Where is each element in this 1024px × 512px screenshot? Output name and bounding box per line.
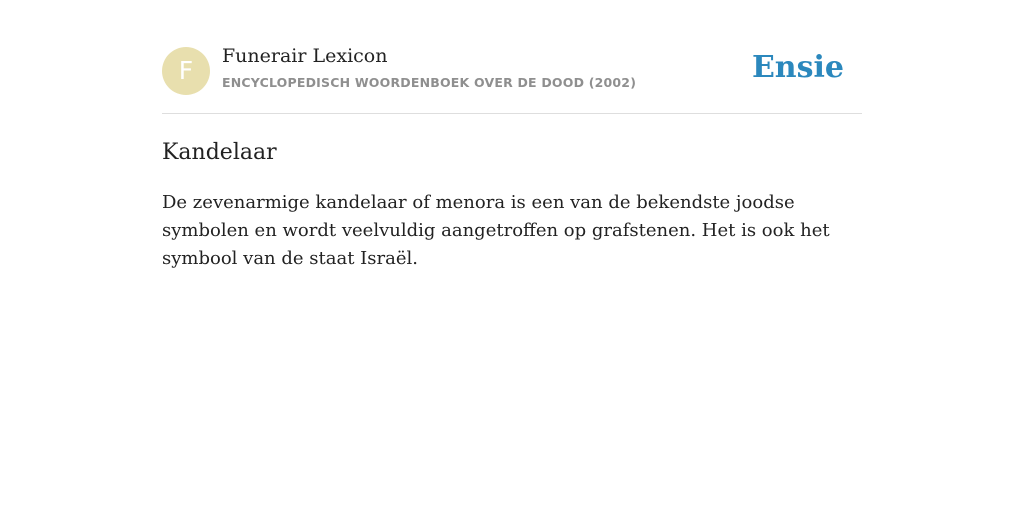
source-title[interactable]: Funerair Lexicon	[222, 45, 388, 67]
source-subtitle: ENCYCLOPEDISCH WOORDENBOEK OVER DE DOOD (2002)	[222, 75, 637, 90]
term-definition: De zevenarmige kandelaar of menora is een van de bekendste joodse symbolen en wordt veelvuldig aangetroffen op grafstenen. Het is ook het symbool van de staat Israël.	[162, 192, 830, 269]
content-container	[162, 0, 862, 273]
source-header	[162, 0, 862, 114]
source-avatar: F	[162, 47, 210, 95]
term-title: Kandelaar	[162, 140, 277, 165]
ensie-logo[interactable]: Ensie	[751, 50, 844, 85]
